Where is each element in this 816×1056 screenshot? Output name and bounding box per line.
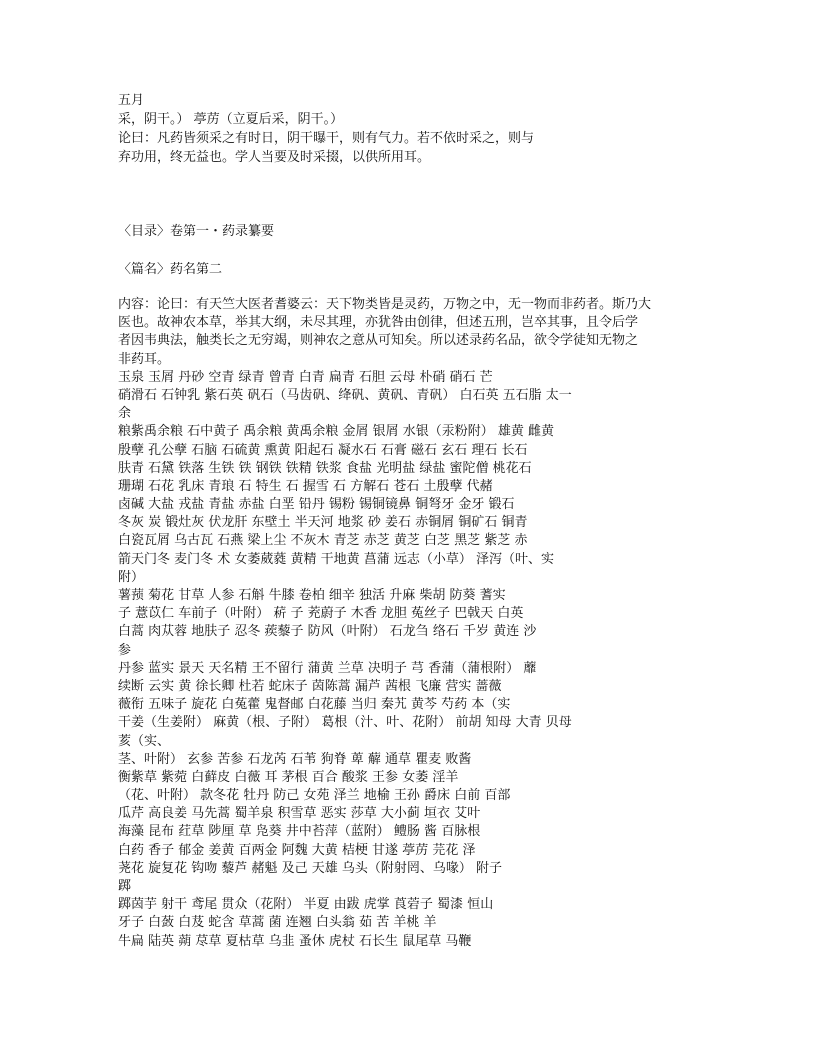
intro-line: 论曰：凡药皆须采之有时日，阴干曝干，则有气力。若不依时采之，则与 — [118, 131, 535, 146]
toc-heading: 〈目录〉卷第一・药录纂要 — [118, 224, 275, 239]
toc-line — [118, 223, 718, 241]
content-line: 牙子 白蔹 白芨 蛇含 草蒿 菌 连翘 白头翁 茹 苦 羊桃 羊 — [118, 915, 437, 931]
content-line: 瓜芹 高良姜 马先蒿 蜀羊泉 积雪草 恶实 莎草 大小蓟 垣衣 艾叶 — [118, 806, 481, 822]
content-line: 海藻 昆布 荭草 陟厘 草 凫葵 井中苔萍（蓝附） 鳢肠 酱 百脉根 — [118, 824, 481, 840]
content-line: 牛扁 陆英 蒴 荩草 夏枯草 乌韭 蚤休 虎杖 石长生 鼠尾草 马鞭 — [118, 933, 472, 949]
section-title: 〈篇名〉药名第二 — [118, 262, 223, 277]
content-line: 白瓷瓦屑 乌古瓦 石燕 梁上尘 不灰木 青芝 赤芝 黄芝 白芝 黑芝 紫芝 赤 — [118, 533, 528, 549]
content-line: 卤碱 大盐 戎盐 青盐 赤盐 白垩 铅丹 锡粉 锡铜镜鼻 铜弩牙 金牙 锻石 — [118, 497, 515, 513]
content-line: 粮紫禹余粮 石中黄子 禹余粮 黄禹余粮 金屑 银屑 水银（汞粉附） 雄黄 雌黄 — [118, 424, 555, 440]
intro-paragraph — [118, 91, 718, 167]
content-line: 续断 云实 黄 徐长卿 杜若 蛇床子 茵陈蒿 漏芦 茜根 飞廉 营实 蔷薇 — [118, 678, 502, 694]
content-line: 玉泉 玉屑 丹砂 空青 绿青 曾青 白青 扁青 石胆 云母 朴硝 硝石 芒 — [118, 369, 493, 385]
content-line: 附） — [118, 569, 145, 585]
content-line: 者因韦典法，触类长之无穷竭，则神农之意从可知矣。所以述录药名品，欲令学徒知无物之 — [118, 333, 639, 349]
section-title-block — [118, 261, 718, 279]
content-line: 薯蓣 菊花 甘草 人参 石斛 牛膝 卷柏 细辛 独活 升麻 柴胡 防葵 蓍实 — [118, 588, 506, 603]
intro-line: 弃功用，终无益也。学人当要及时采掇，以供所用耳。 — [118, 150, 431, 165]
content-line: 茎、叶附） 玄参 苦参 石龙芮 石苇 狗脊 萆 薢 通草 瞿麦 败酱 — [118, 751, 472, 767]
content-line: 余 — [118, 406, 132, 422]
content-line: 肤青 石黛 铁落 生铁 铁 钢铁 铁精 铁浆 食盐 光明盐 绿盐 蜜陀僧 桃花石 — [118, 460, 532, 476]
content-line: 踯茵芋 射干 鸢尾 贯众（花附） 半夏 由跋 虎掌 莨菪子 蜀漆 恒山 — [118, 897, 494, 913]
intro-line: 五月 — [118, 93, 145, 108]
content-line: 内容：论曰：有天竺大医者耆婆云：天下物类皆是灵药，万物之中，无一物而非药者。斯乃大 — [118, 297, 652, 312]
content-line: 参 — [118, 642, 132, 658]
content-line: 殷孽 孔公孽 石脑 石硫黄 熏黄 阳起石 凝水石 石膏 磁石 玄石 理石 长石 — [118, 442, 528, 458]
content-line: 子 薏苡仁 车前子（叶附） 菥 子 茺蔚子 木香 龙胆 菟丝子 巴戟天 白英 — [118, 606, 524, 622]
content-line: 珊瑚 石花 乳床 青琅 石 特生 石 握雪 石 方解石 苍石 土殷孽 代赭 — [118, 478, 493, 494]
content-line: 箭天门冬 麦门冬 术 女萎葳蕤 黄精 干地黄 菖蒲 远志（小草） 泽泻（叶、实 — [118, 551, 555, 567]
content-line: 薇衔 五味子 旋花 白菟藿 鬼督邮 白花藤 当归 秦艽 黄芩 芍药 本（实 — [118, 697, 511, 713]
content-line: 踯 — [118, 879, 132, 894]
content-line: 冬灰 炭 锻灶灰 伏龙肝 东壁土 半天河 地浆 砂 姜石 赤铜屑 铜矿石 铜青 — [118, 515, 528, 531]
content-line: 医也。故神农本草，举其大纲，未尽其理，亦犹咎由创律，但述五刑，岂卒其事，且令后学 — [118, 315, 639, 331]
content-line: 衡紫草 紫菀 白藓皮 白薇 耳 茅根 百合 酸浆 王参 女萎 淫羊 — [118, 769, 459, 785]
content-line: 荄（实、 — [118, 733, 171, 749]
content-line: 干姜（生姜附） 麻黄（根、子附） 葛根（汁、叶、花附） 前胡 知母 大青 贝母 — [118, 715, 572, 731]
content-line: 白蒿 肉苁蓉 地肤子 忍冬 蒺藜子 防风（叶附） 石龙刍 络石 千岁 黄连 沙 — [118, 624, 537, 640]
content-line: 荛花 旋复花 钩吻 藜芦 赭魁 及己 天雄 乌头（附射罔、乌喙） 附子 — [118, 860, 503, 876]
content-line: 白药 香子 郁金 姜黄 百两金 阿魏 大黄 桔梗 甘遂 葶苈 芫花 泽 — [118, 842, 476, 858]
content-line: 丹参 蓝实 景天 天名精 王不留行 蒲黄 兰草 决明子 芎 香蒲（蒲根附） 蘼 — [118, 660, 537, 676]
content-body — [118, 296, 718, 951]
intro-line: 采，阴干。） 葶苈（立夏后采，阴干。） — [118, 112, 344, 127]
content-line: 硝滑石 石钟乳 紫石英 矾石（马齿矾、绛矾、黄矾、青矾） 白石英 五石脂 太一 — [118, 387, 572, 403]
content-line: （花、叶附） 款冬花 牡丹 防己 女苑 泽兰 地榆 王孙 爵床 白前 百部 — [118, 788, 511, 804]
content-line: 非药耳。 — [118, 351, 171, 367]
